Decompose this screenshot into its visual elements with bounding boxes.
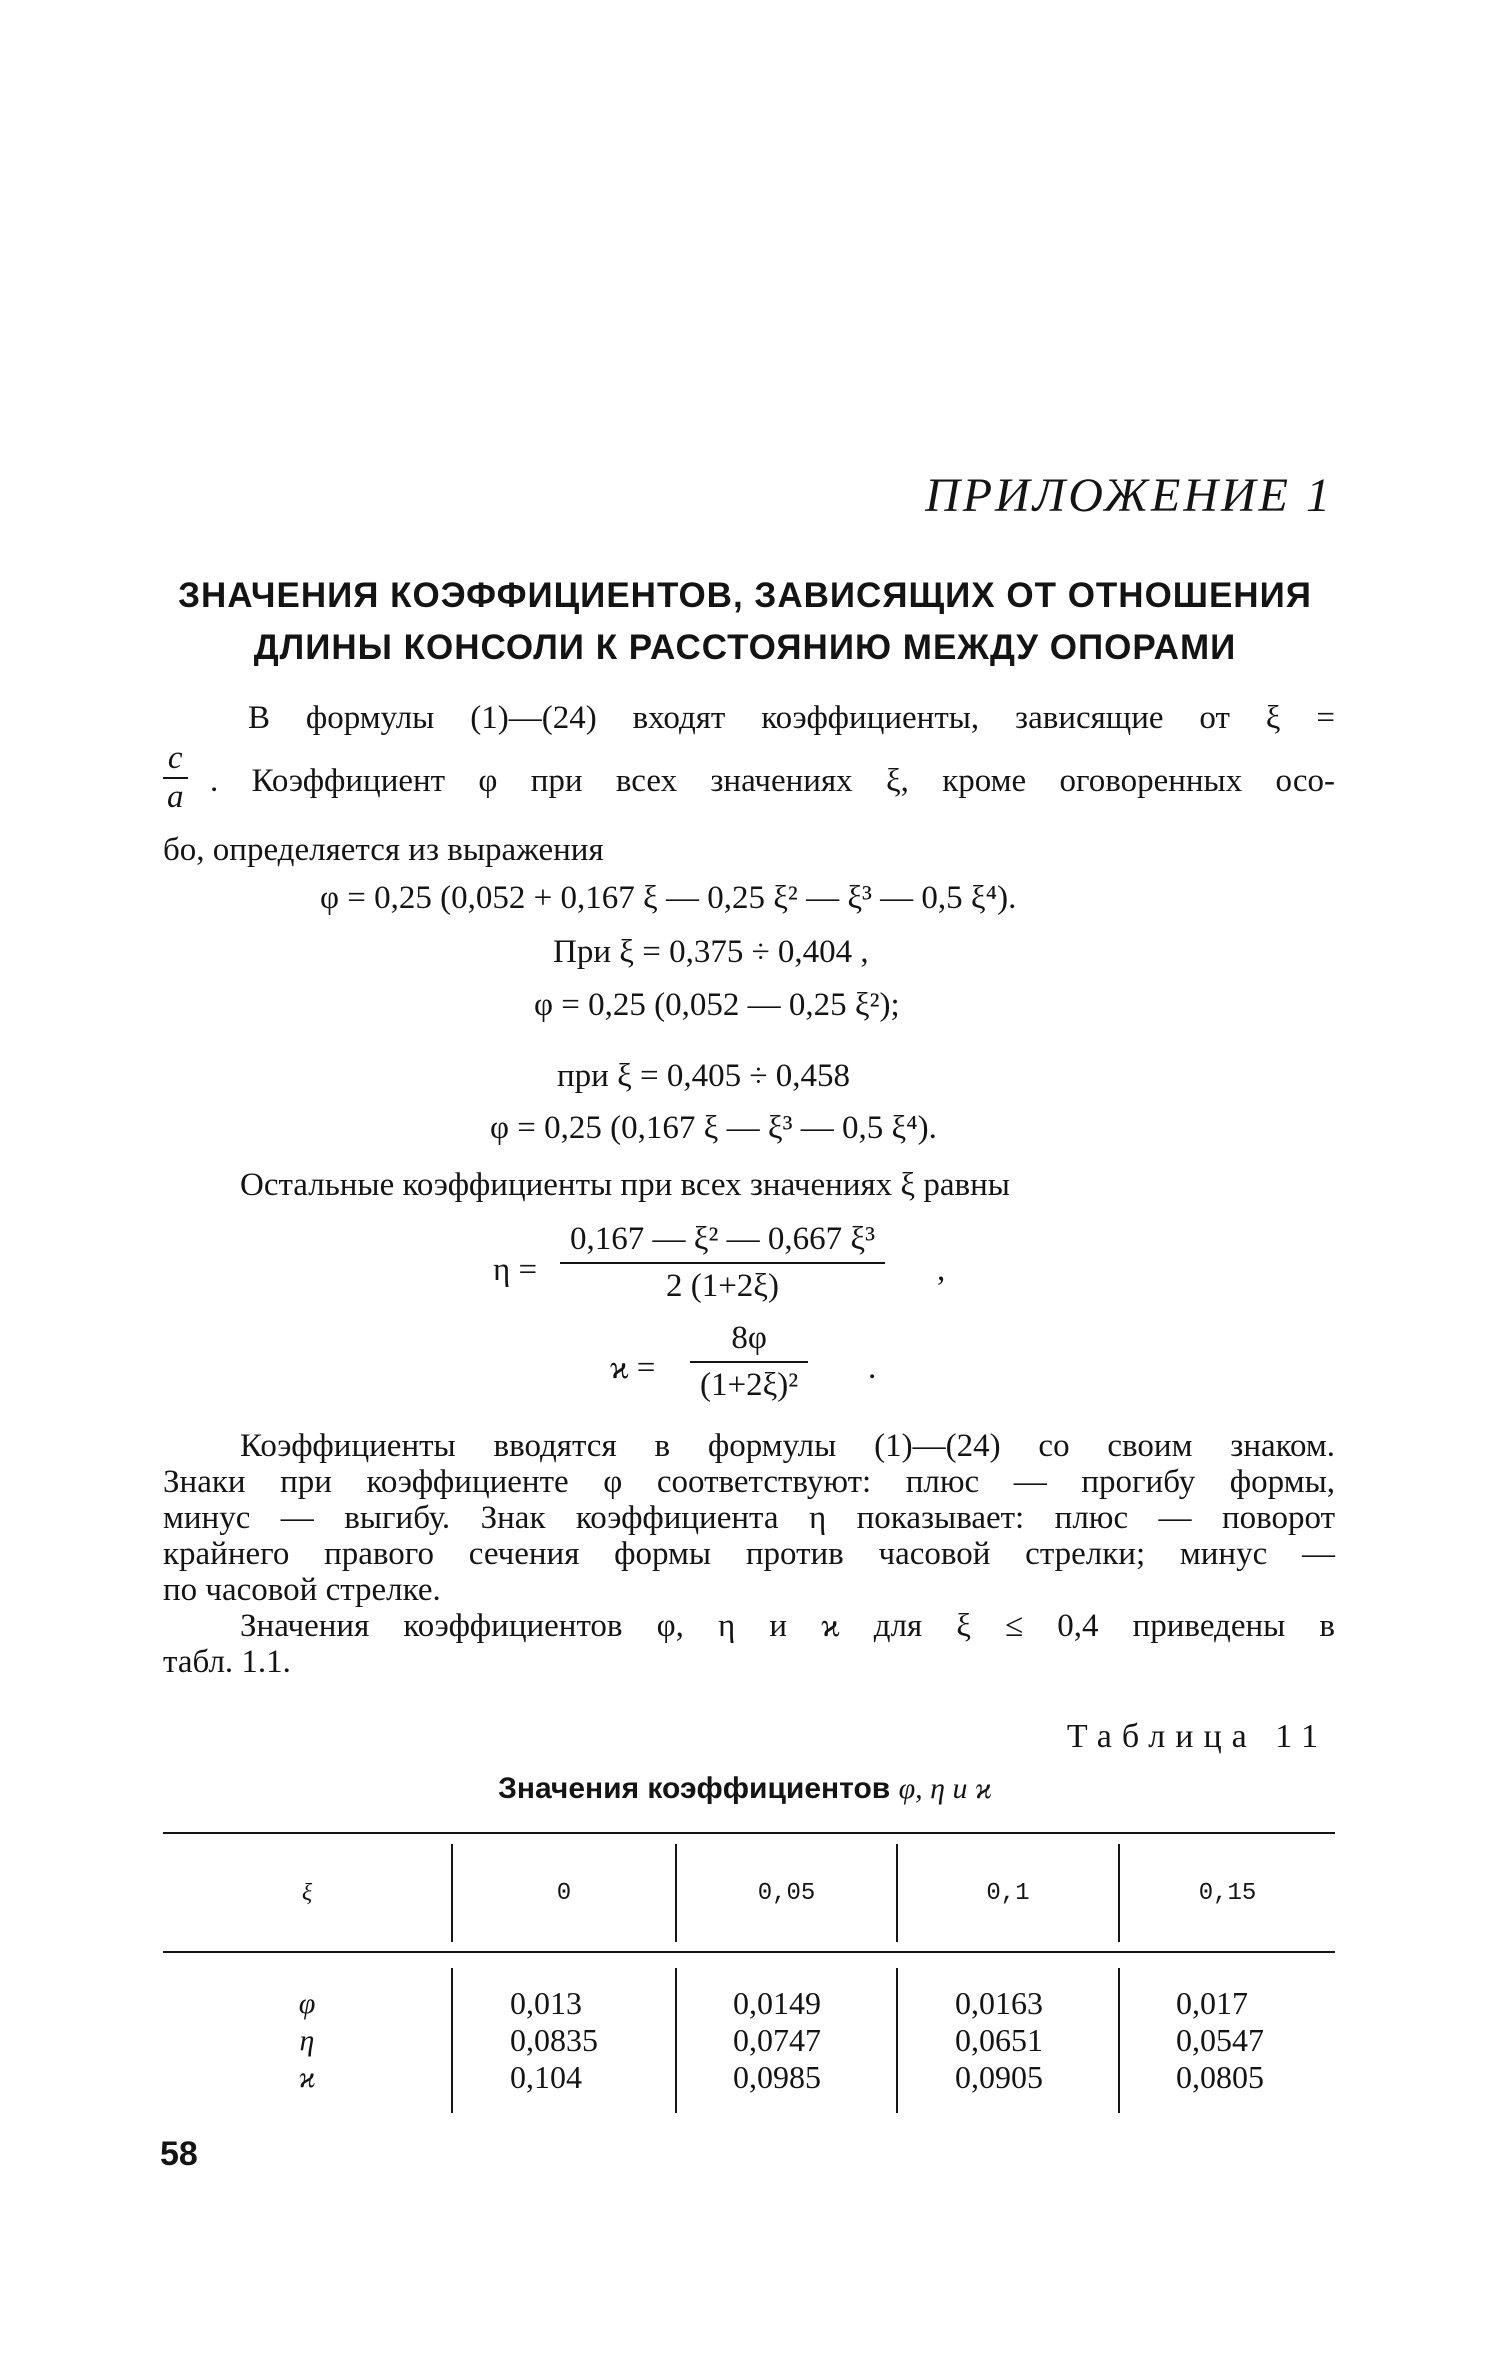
table-title (150, 1772, 1340, 1806)
formula-phi-2: φ = 0,25 (0,167 ξ — ξ³ — 0,5 ξ⁴). (490, 1110, 937, 1146)
table-cell: 0,0805 (1176, 2059, 1264, 2095)
appendix-label: ПРИЛОЖЕНИЕ 1 (925, 469, 1333, 522)
table-header-rule (163, 1951, 1335, 1953)
body-divider-1 (451, 1968, 453, 2113)
fraction-numerator: c (163, 740, 188, 779)
heading-line-1: ЗНАЧЕНИЯ КОЭФФИЦИЕНТОВ, ЗАВИСЯЩИХ ОТ ОТНОШЕНИЯ (178, 576, 1312, 615)
table-cell: 0,104 (510, 2059, 582, 2095)
page-number: 58 (160, 2135, 198, 2173)
header-xi: ξ (301, 1880, 313, 1906)
condition-1: При ξ = 0,375 ÷ 0,404 , (553, 934, 869, 970)
eta-lhs: η = (493, 1252, 538, 1288)
row-label-kappa: ϰ (298, 2061, 316, 2094)
paragraph-1-line-5: по часовой стрелке. (163, 1572, 441, 1608)
kappa-denominator: (1+2ξ)² (700, 1367, 799, 1403)
kappa-tail: . (868, 1350, 877, 1386)
table-cell: 0,0747 (733, 2022, 821, 2058)
intro-line-3: бо, определяется из выражения (163, 832, 604, 868)
others-text: Остальные коэффициенты при всех значениях ξ равны (240, 1167, 1010, 1203)
section-heading (150, 570, 1340, 674)
paragraph-2-line-2: табл. 1.1. (163, 1644, 291, 1680)
eta-numerator: 0,167 — ξ² — 0,667 ξ³ (560, 1221, 885, 1264)
formula-phi-1: φ = 0,25 (0,052 — 0,25 ξ²); (534, 987, 900, 1023)
condition-2: при ξ = 0,405 ÷ 0,458 (557, 1058, 851, 1094)
eta-denominator: 2 (1+2ξ) (665, 1268, 780, 1304)
paragraph-1-line-2: Знаки при коэффициенте φ соответствуют: плюс — прогибу формы, (163, 1464, 1335, 1500)
body-divider-2 (675, 1968, 677, 2113)
body-divider-4 (1118, 1968, 1120, 2113)
intro-line-2: . Коэффициент φ при всех значениях ξ, кроме оговоренных осо- (210, 763, 1335, 799)
table-cell: 0,0149 (733, 1985, 821, 2021)
kappa-numerator: 8φ (690, 1320, 808, 1363)
table-cell: 0,0547 (1176, 2022, 1264, 2058)
table-title-symbols: φ, η и ϰ (898, 1772, 992, 1805)
paragraph-1-line-1: Коэффициенты вводятся в формулы (1)—(24) со своим знаком. (240, 1428, 1335, 1464)
heading-line-2: ДЛИНЫ КОНСОЛИ К РАССТОЯНИЮ МЕЖДУ ОПОРАМИ (253, 628, 1237, 667)
fraction-c-over-a (163, 740, 188, 816)
fraction-denominator: a (167, 779, 184, 815)
table-caption: Таблица 11 (1066, 1718, 1328, 1755)
header-col-2: 0,05 (757, 1880, 816, 1907)
intro-line-1: В формулы (1)—(24) входят коэффициенты, зависящие от ξ = (248, 700, 1335, 736)
table-cell: 0,0163 (955, 1985, 1043, 2021)
table-cell: 0,0905 (955, 2059, 1043, 2095)
header-col-4: 0,15 (1198, 1880, 1257, 1907)
table-title-text: Значения коэффициентов (498, 1772, 891, 1805)
kappa-fraction (690, 1320, 808, 1404)
eta-tail: , (937, 1252, 946, 1288)
row-label-phi: φ (298, 1987, 316, 2020)
table-cell: 0,017 (1176, 1985, 1248, 2021)
kappa-lhs: ϰ = (610, 1350, 656, 1386)
table-cell: 0,013 (510, 1985, 582, 2021)
row-label-eta: η (299, 2024, 315, 2057)
table-cell: 0,0651 (955, 2022, 1043, 2058)
paragraph-1-line-4: крайнего правого сечения формы против часовой стрелки; минус — (163, 1536, 1335, 1572)
header-col-3: 0,1 (986, 1880, 1030, 1907)
table-top-rule (163, 1832, 1335, 1834)
paragraph-2-line-1: Значения коэффициентов φ, η и ϰ для ξ ≤ 0,4 приведены в (240, 1608, 1335, 1644)
table-cell: 0,0835 (510, 2022, 598, 2058)
body-divider-3 (896, 1968, 898, 2113)
paragraph-1-line-3: минус — выгибу. Знак коэффициента η показывает: плюс — поворот (163, 1500, 1335, 1536)
formula-phi-general: φ = 0,25 (0,052 + 0,167 ξ — 0,25 ξ² — ξ³ — 0,5 ξ⁴). (320, 880, 1017, 916)
table-cell: 0,0985 (733, 2059, 821, 2095)
eta-fraction (560, 1221, 885, 1305)
header-col-1: 0 (556, 1880, 572, 1907)
